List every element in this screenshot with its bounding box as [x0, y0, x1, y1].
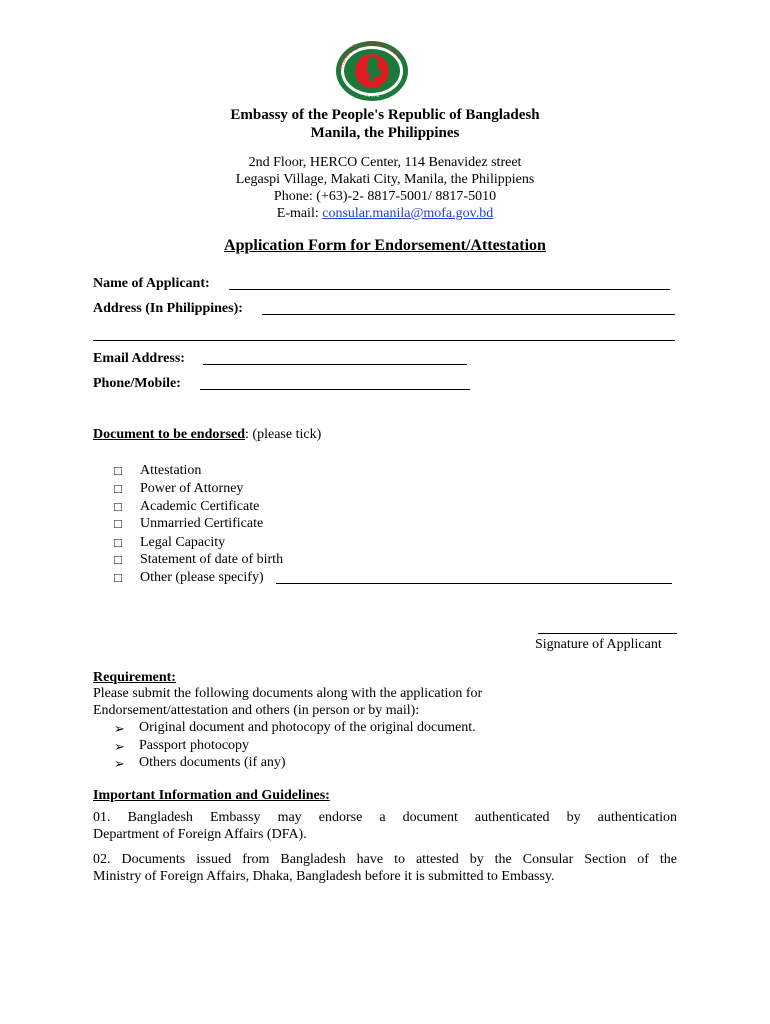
document-heading-label: Document to be endorsed [93, 427, 246, 442]
guidelines-heading: Important Information and Guidelines: [93, 788, 330, 803]
checkbox-other[interactable]: □ [114, 570, 122, 585]
requirement-heading: Requirement: [93, 670, 176, 685]
checkbox-label-legal-capacity: Legal Capacity [140, 535, 226, 550]
checkbox-label-unmarried-certificate: Unmarried Certificate [140, 516, 264, 531]
checkbox-label-date-of-birth: Statement of date of birth [140, 552, 284, 567]
email-link[interactable]: consular.manila@mofa.gov.bd [322, 206, 494, 221]
address-label: Address (In Philippines): [93, 301, 243, 316]
phone-field[interactable] [200, 389, 470, 390]
requirement-item: Others documents (if any) [139, 755, 286, 770]
email-address-label: Email Address: [93, 351, 185, 366]
address-line-1: 2nd Floor, HERCO Center, 114 Benavidez street [248, 155, 522, 170]
guideline-1-line-2: Department of Foreign Affairs (DFA). [93, 827, 307, 842]
org-location: Manila, the Philippines [310, 125, 460, 141]
signature-label: Signature of Applicant [535, 637, 662, 652]
email-line [0, 206, 770, 222]
checkbox-label-other: Other (please specify) [140, 570, 264, 585]
guideline-2-line-1: 02. Documents issued from Bangladesh have to attested by the Consular Section of the [93, 852, 677, 867]
form-title: Application Form for Endorsement/Attestation [224, 237, 546, 254]
checkbox-power-of-attorney[interactable]: □ [114, 481, 122, 496]
address-field-continued[interactable] [93, 340, 675, 341]
requirement-item: Original document and photocopy of the original document. [139, 720, 476, 735]
signature-line[interactable] [538, 633, 677, 634]
document-heading [93, 427, 321, 443]
phone-line: Phone: (+63)-2- 8817-5001/ 8817-5010 [273, 189, 497, 204]
seal-bottom-text: সরকারি [364, 93, 380, 99]
phone-label: Phone/Mobile: [93, 376, 181, 391]
requirement-intro-1: Please submit the following documents along with the application for [93, 686, 483, 701]
checkbox-label-academic-certificate: Academic Certificate [140, 499, 260, 514]
checkbox-legal-capacity[interactable]: □ [114, 535, 122, 550]
seal-arc-text: গণপ্রজাতন্ত্রী বাংলাদেশ সরকার [337, 41, 403, 72]
arrow-bullet-icon: ➢ [114, 739, 125, 754]
government-seal-logo [335, 40, 409, 102]
checkbox-attestation[interactable]: □ [114, 463, 122, 478]
org-name: Embassy of the People's Republic of Bangladesh [230, 107, 540, 123]
arrow-bullet-icon: ➢ [114, 756, 125, 771]
email-field[interactable] [203, 364, 467, 365]
email-label: E-mail: [276, 206, 323, 221]
arrow-bullet-icon: ➢ [114, 721, 125, 736]
name-field[interactable] [229, 289, 670, 290]
other-specify-field[interactable] [276, 583, 672, 584]
address-field[interactable] [262, 314, 675, 315]
requirement-item: Passport photocopy [139, 738, 250, 753]
document-heading-hint: : (please tick) [245, 427, 322, 442]
checkbox-label-power-of-attorney: Power of Attorney [140, 481, 244, 496]
address-line-2: Legaspi Village, Makati City, Manila, the Philippiens [235, 172, 535, 187]
guideline-2-line-2: Ministry of Foreign Affairs, Dhaka, Bangladesh before it is submitted to Embassy. [93, 869, 555, 884]
checkbox-academic-certificate[interactable]: □ [114, 499, 122, 514]
checkbox-unmarried-certificate[interactable]: □ [114, 516, 122, 531]
guideline-1-line-1: 01. Bangladesh Embassy may endorse a document authenticated by authentication [93, 810, 677, 825]
checkbox-label-attestation: Attestation [140, 463, 202, 478]
name-label: Name of Applicant: [93, 276, 210, 291]
requirement-intro-2: Endorsement/attestation and others (in person or by mail): [93, 703, 420, 718]
checkbox-date-of-birth[interactable]: □ [114, 552, 122, 567]
